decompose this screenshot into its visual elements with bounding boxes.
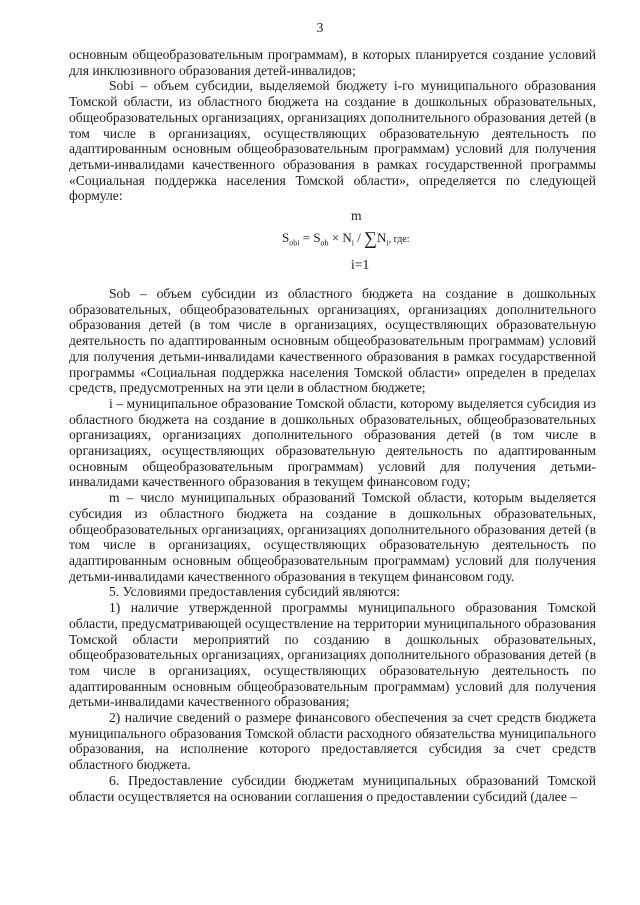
formula-n-sub: i	[351, 238, 355, 248]
formula-lhs: S	[282, 230, 290, 246]
document-body	[69, 47, 596, 804]
formula-n2-sub: i	[386, 238, 389, 248]
formula-upper-limit: m	[351, 208, 362, 224]
paragraph: Sob – объем субсидии из областного бюджета на создание в дошкольных образовательных, общеобразовательных организациях, организациях дополнительного образования детей (в том числе в организациях, осуществляющих образовательную деятельность по адаптированным основным общеобразовательным программам) условий для получения детьми-инвалидами качественного образования в рамках государственной программы «Социальная поддержка населения Томской области» определен в пределах средств, предусмотренных на эти цели в областном бюджете;	[69, 286, 596, 396]
formula-n: N	[342, 230, 352, 246]
subsidy-formula	[69, 208, 596, 282]
page-number: 3	[316, 20, 324, 35]
paragraph: 5. Условиями предоставления субсидий являются:	[109, 584, 401, 600]
formula-eq: =	[302, 230, 311, 246]
formula-s: S	[313, 230, 321, 246]
paragraph: основным общеобразовательным программам), в которых планируется создание условий для инклюзивного образования детей-инвалидов;	[69, 47, 596, 78]
formula-n2: N	[376, 230, 387, 246]
formula-expression	[282, 230, 410, 251]
formula-lower-limit: i=1	[351, 257, 370, 273]
paragraph: 6. Предоставление субсидии бюджетам муниципальных образований Томской области осуществляется на основании соглашения о предоставлении субсидий (далее –	[69, 772, 596, 804]
formula-lhs-sub: obi	[289, 238, 300, 248]
paragraph: i – муниципальное образование Томской области, которому выделяется субсидия из областного бюджета на создание в дошкольных образовательных, общеобразовательных организациях, организациях дополнительного образования детей (в том числе в организациях, осуществляющих образовательную деятельность по адаптированным основным общеобразовательным программам) условий для получения детьми-инвалидами качественного образования в текущем финансовом году;	[69, 395, 596, 490]
paragraph: Sobi – объем субсидии, выделяемой бюджету i-го муниципального образования Томской области, из областного бюджета на создание в дошкольных образовательных, общеобразовательных организациях, организациях дополнительного образования детей (в том числе в организациях, осуществляющих образовательную деятельность по адаптированным основным общеобразовательным программам) условий для получения детьми-инвалидами качественного образования в рамках государственной программы «Социальная поддержка населения Томской области», определяется по следующей формуле:	[69, 78, 596, 204]
paragraph: 1) наличие утвержденной программы муниципального образования Томской области, предусматривающей осуществление на территории муниципального образования Томской области мероприятий по созданию в дошкольных образовательных, общеобразовательных организациях, организациях дополнительного образования детей (в том числе в организациях, осуществляющих образовательную деятельность по адаптированным основным общеобразовательным программам) условий для получения детьми-инвалидами качественного образования;	[69, 600, 596, 710]
paragraph: 2) наличие сведений о размере финансового обеспечения за счет средств бюджета муниципального образования Томской области расходного обязательства муниципального образования, на исполнение которого предоставляется субсидия за счет средств областного бюджета.	[69, 710, 596, 773]
paragraph: m – число муниципальных образований Томской области, которым выделяется субсидия из областного бюджета на создание в дошкольных образовательных, общеобразовательных организациях, организациях дополнительного образования детей (в том числе в организациях, осуществляющих образовательную деятельность по адаптированным основным общеобразовательным программам) условий для получения детьми-инвалидами качественного образования в текущем финансовом году.	[69, 490, 596, 584]
formula-s-sub: ob	[320, 238, 329, 248]
formula-tail: , где:	[388, 234, 410, 246]
formula-sum: ∑	[364, 228, 377, 249]
formula-div: /	[357, 230, 361, 246]
formula-times: ×	[331, 230, 340, 246]
